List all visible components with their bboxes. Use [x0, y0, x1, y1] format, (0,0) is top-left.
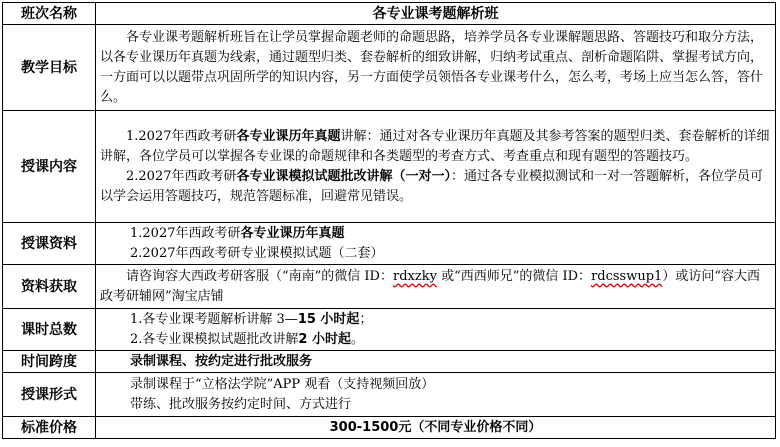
- content-cell: [96, 111, 776, 223]
- format-row: [3, 373, 776, 417]
- wechat-id-nannan: rdxzky: [392, 268, 437, 284]
- price-row: [3, 417, 776, 439]
- course-title: 各专业课考题解析班: [96, 3, 776, 25]
- timespan-text: 录制课程、按约定进行批改服务: [130, 353, 313, 369]
- format-cell: [96, 373, 776, 417]
- header-label: 班次名称: [3, 3, 96, 25]
- goal-label: 教学目标: [3, 25, 96, 111]
- price-label: 标准价格: [3, 417, 96, 439]
- course-info-table: [2, 2, 776, 439]
- hours-row: [3, 309, 776, 351]
- goal-row: [3, 25, 776, 111]
- header-row: [3, 3, 776, 25]
- materials-row: [3, 223, 776, 265]
- content-item-2: 2.2027年西政考研各专业课模拟试题批改讲解（一对一）：通过各专业模拟测试和一对一答题解析，各位学员可以学会运用答题技巧，规范答题标准，回避常见错误。: [100, 168, 764, 204]
- timespan-cell: [96, 351, 776, 373]
- material-item-1: 1.2027年西政考研各专业课历年真题: [130, 225, 345, 241]
- timespan-label: 时间跨度: [3, 351, 96, 373]
- hours-label: 课时总数: [3, 309, 96, 351]
- materials-cell: [96, 223, 776, 265]
- materials-label: 授课资料: [3, 223, 96, 265]
- format-item-1: 录制课程于“立格法学院”APP 观看（支持视频回放）: [130, 376, 435, 392]
- content-item-1: 1.2027年西政考研各专业课历年真题讲解：通过对各专业课历年真题及其参考答案的题型归类、套卷解析的详细讲解，各位学员可以掌握各专业课的命题规律和各类题型的考查方式、考查重点和现有题型的答题技巧。: [100, 128, 770, 164]
- access-label: 资料获取: [3, 265, 96, 309]
- hours-cell: [96, 309, 776, 351]
- material-item-2: 2.2027年西政考研专业课模拟试题（二套）: [130, 245, 384, 261]
- access-row: [3, 265, 776, 309]
- format-label: 授课形式: [3, 373, 96, 417]
- timespan-row: [3, 351, 776, 373]
- content-row: [3, 111, 776, 223]
- format-item-2: 带练、批改服务按约定时间、方式进行: [130, 396, 352, 412]
- access-text: 请咨询容大西政考研客服（“南南”的微信 ID：rdxzky 或“西西师兄”的微信 ID：rdcsswup1）或访问“容大西政考研辅网”淘宝店铺: [100, 268, 760, 304]
- content-label: 授课内容: [3, 111, 96, 223]
- hours-item-2: 2.各专业课模拟试题批改讲解2 小时起。: [130, 331, 364, 347]
- price-value: 300-1500元（不同专业价格不同）: [96, 417, 776, 439]
- goal-text: 各专业课考题解析班旨在让学员掌握命题老师的命题思路，培养学员各专业课解题思路、答题技巧和取分方法，以各专业课历年真题为线索，通过题型归类、套卷解析的细致讲解，归纳考试重点、剖析命题陷阱、掌握考试方向，一方面可以以题带点巩固所学的知识内容，另一方面使学员领悟各专业课考什么，怎么考，考场上应当怎么答，答什么。: [100, 29, 764, 105]
- hours-item-1: 1.各专业课考题解析讲解 3—15 小时起；: [130, 311, 373, 327]
- goal-cell: [96, 25, 776, 111]
- wechat-id-xixi: rdcsswup1: [591, 268, 663, 284]
- access-cell: [96, 265, 776, 309]
